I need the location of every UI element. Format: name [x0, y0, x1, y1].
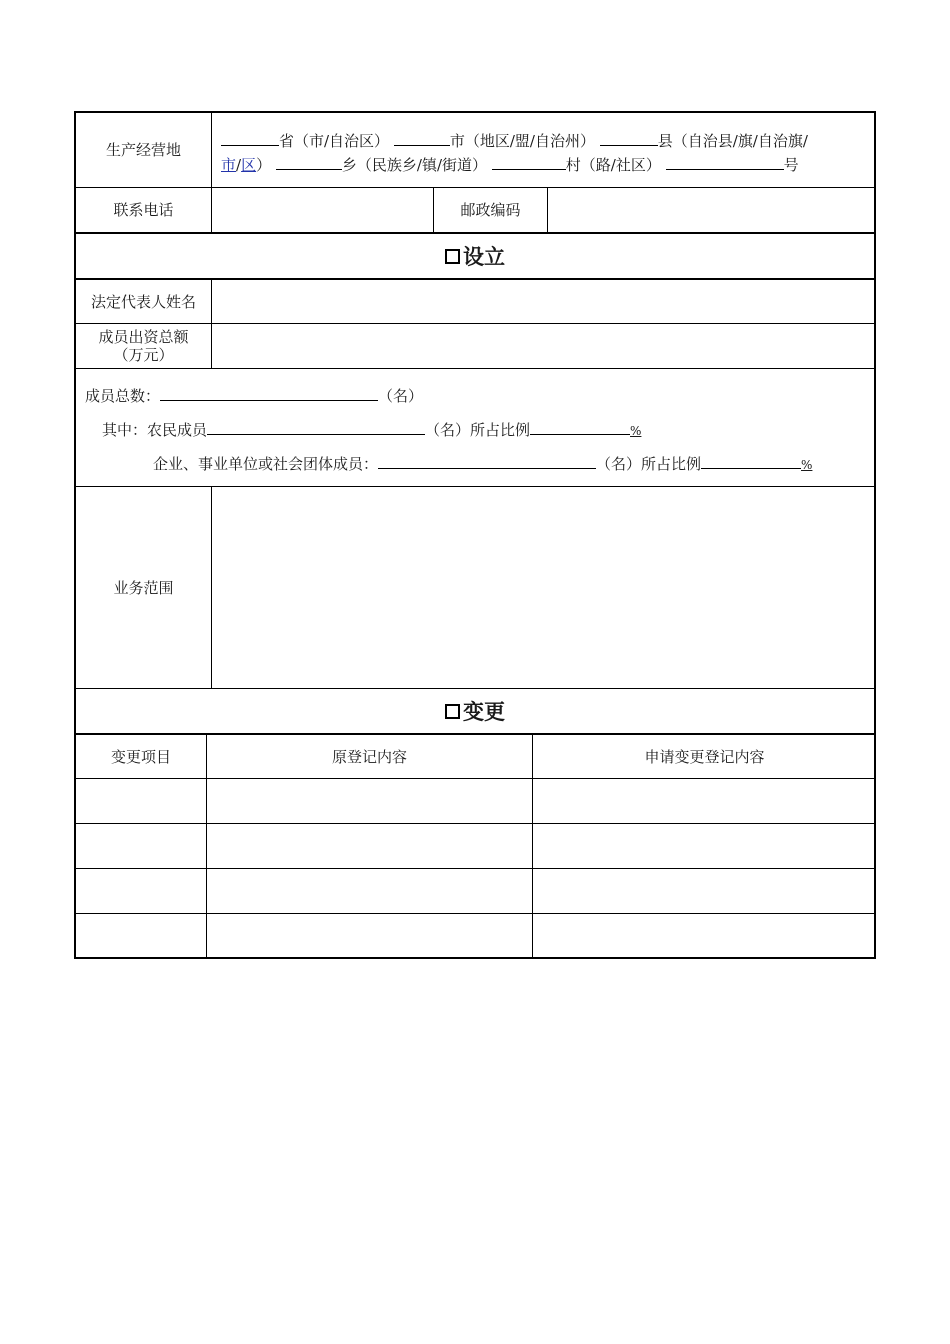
table-row[interactable] — [76, 914, 206, 959]
table-row[interactable] — [76, 869, 206, 913]
establish-checkbox[interactable] — [445, 249, 460, 264]
farmer-members-line[interactable]: 其中：农民成员 （名）所占比例 % — [102, 418, 641, 440]
table-row[interactable] — [207, 779, 532, 823]
members-total-line[interactable]: 成员总数： （名） — [85, 384, 423, 406]
scope-label: 业务范围 — [113, 578, 174, 597]
address-line-1[interactable]: 省（市/自治区） 市（地区/盟/自治州） 县（自治县/旗/自治旗/ — [221, 129, 808, 151]
table-row[interactable] — [76, 824, 206, 868]
change-header-item: 变更项目 — [110, 747, 171, 766]
org-members-line[interactable]: 企业、事业单位或社会团体成员： （名）所占比例 % — [153, 452, 812, 474]
city-link[interactable]: 市 — [221, 156, 237, 174]
district-link[interactable]: 区 — [241, 156, 257, 174]
establish-section-title: 设立 — [76, 234, 874, 278]
change-section-title: 变更 — [76, 689, 874, 733]
table-row[interactable] — [533, 824, 876, 868]
table-row[interactable] — [533, 869, 876, 913]
change-checkbox[interactable] — [445, 704, 460, 719]
table-row[interactable] — [207, 869, 532, 913]
capital-field[interactable] — [212, 324, 876, 368]
change-header-original: 原登记内容 — [331, 747, 407, 766]
table-row[interactable] — [207, 824, 532, 868]
postcode-label: 邮政编码 — [460, 201, 521, 219]
legal-rep-label: 法定代表人姓名 — [90, 292, 196, 311]
change-header-new: 申请变更登记内容 — [644, 747, 765, 766]
table-row[interactable] — [76, 779, 206, 823]
table-row[interactable] — [533, 914, 876, 959]
capital-label: 成员出资总额 （万元） — [98, 328, 189, 364]
registration-form — [74, 111, 876, 959]
address-line-2[interactable]: 市/区） 乡（民族乡/镇/街道） 村（路/社区） 号 — [221, 153, 799, 175]
table-row[interactable] — [533, 779, 876, 823]
table-row[interactable] — [207, 914, 532, 959]
legal-rep-field[interactable] — [212, 280, 876, 323]
phone-label: 联系电话 — [113, 201, 174, 219]
phone-field[interactable] — [212, 188, 433, 232]
address-label: 生产经营地 — [105, 141, 181, 159]
scope-field[interactable] — [212, 487, 876, 688]
postcode-field[interactable] — [548, 188, 876, 232]
